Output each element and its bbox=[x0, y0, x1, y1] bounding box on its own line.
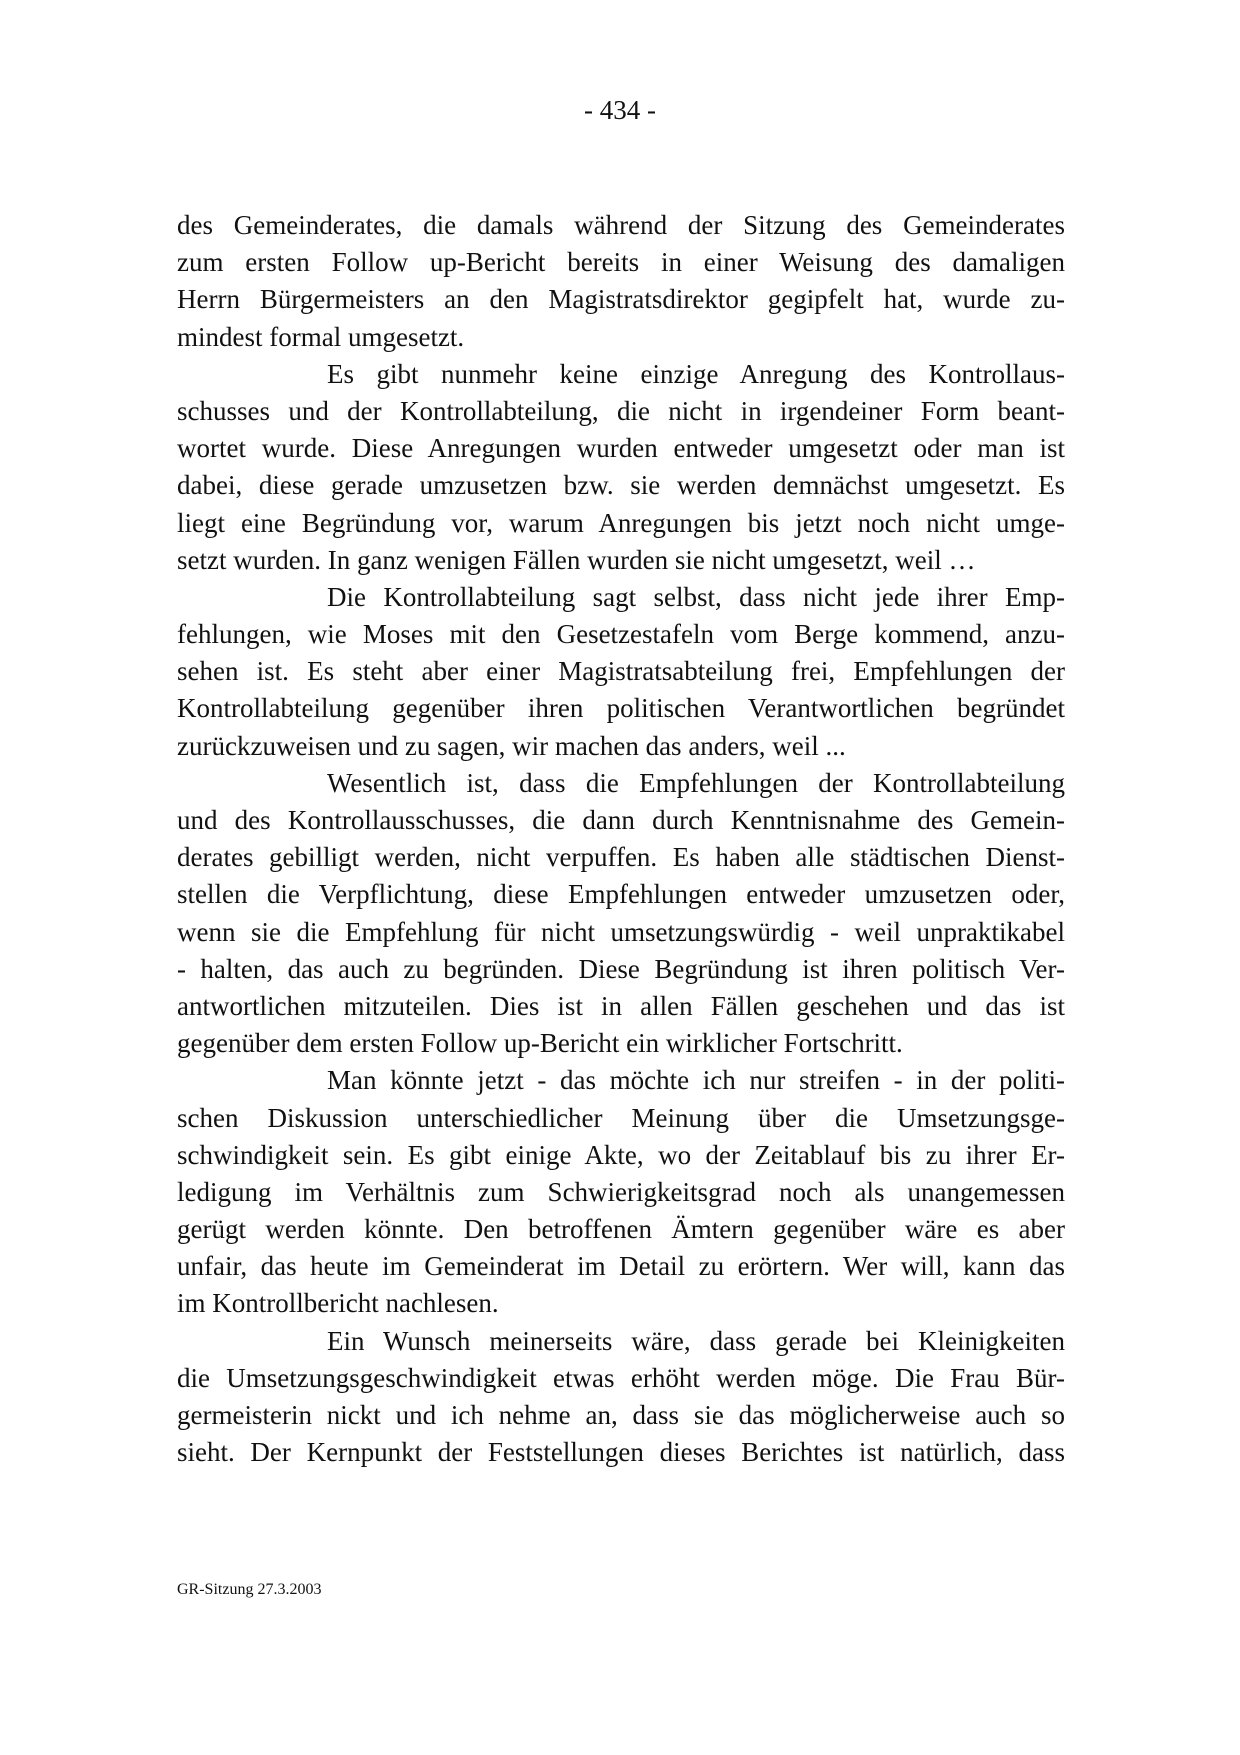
paragraph bbox=[177, 1062, 1065, 1322]
text-line: unfair, das heute im Gemeinderat im Detail zu erörtern. Wer will, kann das bbox=[177, 1251, 1065, 1282]
text-line: sehen ist. Es steht aber einer Magistratsabteilung frei, Empfehlungen der bbox=[177, 656, 1065, 687]
text-line: und des Kontrollausschusses, die dann durch Kenntnisnahme des Gemein- bbox=[177, 805, 1065, 835]
text-line: im Kontrollbericht nachlesen. bbox=[177, 1288, 499, 1319]
text-line: dabei, diese gerade umzusetzen bzw. sie werden demnächst umgesetzt. Es bbox=[177, 470, 1065, 501]
text-line: zurückzuweisen und zu sagen, wir machen das anders, weil ... bbox=[177, 730, 846, 761]
text-line: wenn sie die Empfehlung für nicht umsetzungswürdig - weil unpraktikabel bbox=[177, 916, 1065, 947]
text-line: Wesentlich ist, dass die Empfehlungen der Kontrollabteilung bbox=[327, 767, 1065, 798]
paragraph bbox=[177, 579, 1065, 765]
text-line: sieht. Der Kernpunkt der Feststellungen dieses Berichtes ist natürlich, dass bbox=[177, 1437, 1065, 1468]
text-line: liegt eine Begründung vor, warum Anregungen bis jetzt noch nicht umge- bbox=[177, 507, 1065, 538]
text-line: zum ersten Follow up-Bericht bereits in einer Weisung des damaligen bbox=[177, 247, 1065, 278]
footer-session-date: GR-Sitzung 27.3.2003 bbox=[177, 1581, 322, 1598]
paragraph bbox=[177, 765, 1065, 1063]
body-text bbox=[177, 207, 1065, 1471]
text-line: Ein Wunsch meinerseits wäre, dass gerade bei Kleinigkeiten bbox=[327, 1325, 1065, 1356]
text-line: stellen die Verpflichtung, diese Empfehlungen entweder umzusetzen oder, bbox=[177, 879, 1065, 910]
text-line: des Gemeinderates, die damals während der Sitzung des Gemeinderates bbox=[177, 210, 1065, 240]
text-line: fehlungen, wie Moses mit den Gesetzestafeln vom Berge kommend, anzu- bbox=[177, 619, 1065, 650]
text-line: schen Diskussion unterschiedlicher Meinung über die Umsetzungsge- bbox=[177, 1102, 1065, 1133]
text-line: gerügt werden könnte. Den betroffenen Ämtern gegenüber wäre es aber bbox=[177, 1214, 1065, 1245]
text-line: Es gibt nunmehr keine einzige Anregung des Kontrollaus- bbox=[327, 358, 1065, 389]
text-line: Kontrollabteilung gegenüber ihren politischen Verantwortlichen begründet bbox=[177, 693, 1065, 724]
paragraph bbox=[177, 207, 1065, 356]
text-line: schusses und der Kontrollabteilung, die nicht in irgendeiner Form beant- bbox=[177, 395, 1065, 426]
text-line: Man könnte jetzt - das möchte ich nur streifen - in der politi- bbox=[327, 1065, 1065, 1096]
text-line: wortet wurde. Diese Anregungen wurden entweder umgesetzt oder man ist bbox=[177, 433, 1065, 464]
text-line: antwortlichen mitzuteilen. Dies ist in allen Fällen geschehen und das ist bbox=[177, 990, 1065, 1021]
text-line: gegenüber dem ersten Follow up-Bericht ein wirklicher Fortschritt. bbox=[177, 1028, 903, 1059]
paragraph bbox=[177, 1323, 1065, 1472]
text-line: ledigung im Verhältnis zum Schwierigkeitsgrad noch als unangemessen bbox=[177, 1176, 1065, 1207]
page-number: - 434 - bbox=[584, 95, 656, 125]
text-line: die Umsetzungsgeschwindigkeit etwas erhöht werden möge. Die Frau Bür- bbox=[177, 1362, 1065, 1393]
text-line: Die Kontrollabteilung sagt selbst, dass nicht jede ihrer Emp- bbox=[327, 581, 1065, 612]
text-line: mindest formal umgesetzt. bbox=[177, 321, 465, 352]
text-line: - halten, das auch zu begründen. Diese Begründung ist ihren politisch Ver- bbox=[177, 953, 1065, 984]
text-line: germeisterin nickt und ich nehme an, dass sie das möglicherweise auch so bbox=[177, 1400, 1065, 1430]
text-line: setzt wurden. In ganz wenigen Fällen wurden sie nicht umgesetzt, weil … bbox=[177, 544, 976, 575]
text-line: schwindigkeit sein. Es gibt einige Akte, wo der Zeitablauf bis zu ihrer Er- bbox=[177, 1139, 1065, 1170]
text-line: derates gebilligt werden, nicht verpuffen. Es haben alle städtischen Dienst- bbox=[177, 842, 1065, 873]
paragraph bbox=[177, 356, 1065, 579]
text-line: Herrn Bürgermeisters an den Magistratsdirektor gegipfelt hat, wurde zu- bbox=[177, 284, 1065, 315]
